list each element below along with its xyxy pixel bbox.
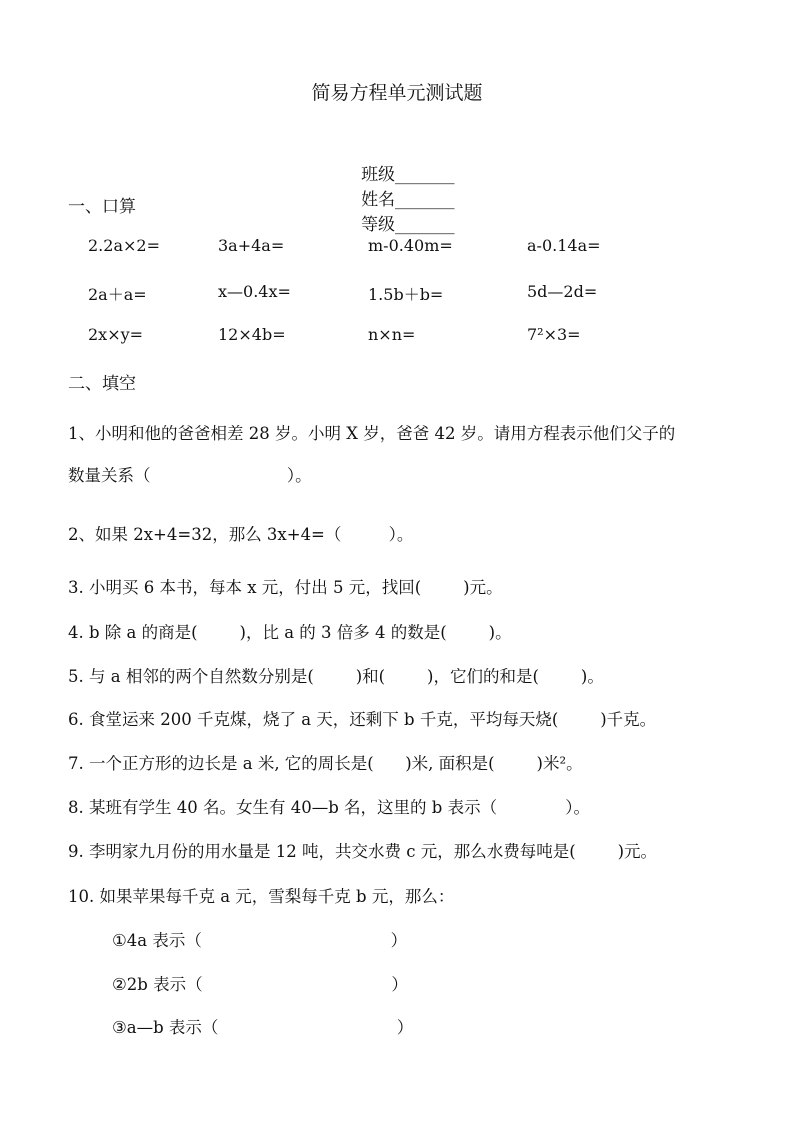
question-3: 3. 小明买 6 本书，每本 x 元，付出 5 元，找回( )元。 bbox=[68, 578, 503, 597]
calc-item: 2x×y= bbox=[88, 325, 144, 344]
question-4: 4. b 除 a 的商是( )，比 a 的 3 倍多 4 的数是( )。 bbox=[68, 623, 512, 642]
question-10-sub-2: ②2b 表示（ ） bbox=[112, 975, 408, 994]
calc-item: m-0.40m= bbox=[368, 236, 453, 255]
question-2: 2、如果 2x+4=32，那么 3x+4=（ ）。 bbox=[68, 525, 414, 544]
section-heading-oral-calc: 一、口算 bbox=[68, 197, 136, 217]
calc-item: 2.2a×2= bbox=[88, 236, 160, 255]
question-6: 6. 食堂运来 200 千克煤，烧了 a 天，还剩下 b 千克，平均每天烧( )千克。 bbox=[68, 710, 657, 729]
calc-item: 7²×3= bbox=[527, 325, 581, 344]
name-field: 姓名_______ bbox=[361, 190, 455, 210]
question-10: 10. 如果苹果每千克 a 元，雪梨每千克 b 元，那么： bbox=[68, 887, 455, 906]
question-10-sub-1: ①4a 表示（ ） bbox=[112, 931, 408, 950]
question-1-line-1: 1、小明和他的爸爸相差 28 岁。小明 X 岁，爸爸 42 岁。请用方程表示他们父子的 bbox=[68, 424, 676, 443]
question-8: 8. 某班有学生 40 名。女生有 40—b 名，这里的 b 表示（ ）。 bbox=[68, 798, 591, 817]
calc-item: a-0.14a= bbox=[527, 236, 601, 255]
question-10-sub-3: ③a—b 表示（ ） bbox=[112, 1018, 414, 1037]
question-1-line-2: 数量关系（ ）。 bbox=[68, 466, 312, 485]
class-field: 班级_______ bbox=[361, 165, 455, 185]
calc-item: 2a＋a= bbox=[88, 285, 147, 304]
calc-item: 3a+4a= bbox=[218, 236, 285, 255]
grade-field: 等级_______ bbox=[361, 215, 455, 235]
question-9: 9. 李明家九月份的用水量是 12 吨，共交水费 c 元，那么水费每吨是( )元。 bbox=[68, 842, 658, 861]
calc-item: 5d—2d= bbox=[527, 282, 598, 301]
question-5: 5. 与 a 相邻的两个自然数分别是( )和( )，它们的和是( )。 bbox=[68, 667, 604, 686]
calc-item: 1.5b＋b= bbox=[368, 285, 444, 304]
calc-item: x—0.4x= bbox=[218, 282, 291, 301]
question-7: 7. 一个正方形的边长是 a 米, 它的周长是( )米, 面积是( )米²。 bbox=[68, 754, 583, 773]
calc-item: n×n= bbox=[368, 325, 416, 344]
calc-item: 12×4b= bbox=[218, 325, 286, 344]
section-heading-fill-blank: 二、填空 bbox=[68, 374, 136, 394]
page-title: 简易方程单元测试题 bbox=[311, 82, 483, 104]
